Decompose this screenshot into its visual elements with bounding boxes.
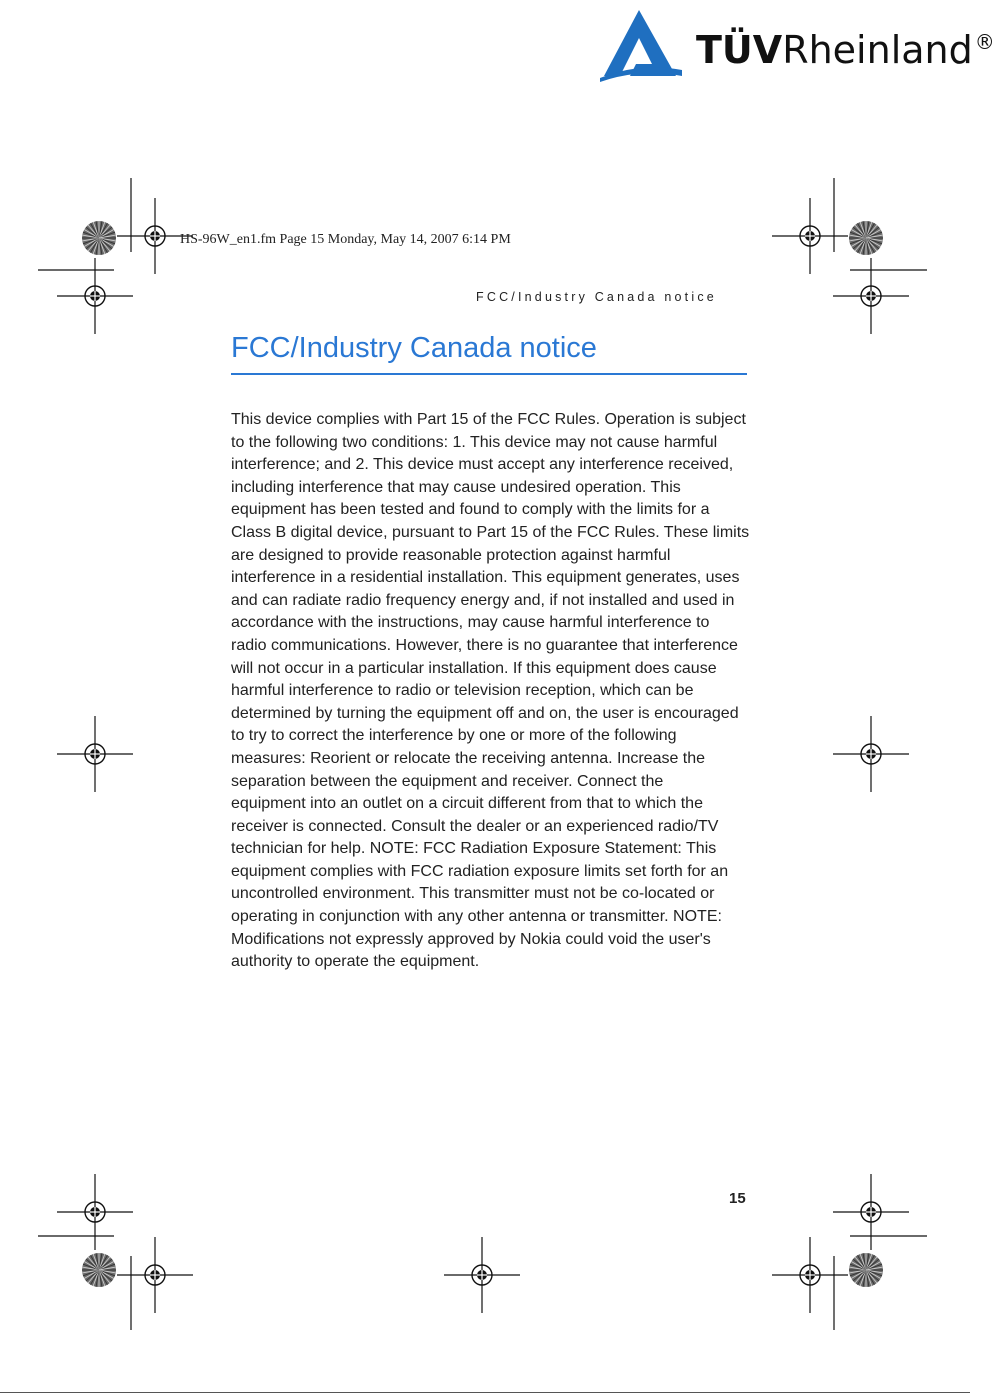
body-line: including interference that may cause undesired operation. This <box>231 478 681 496</box>
body-line: equipment has been tested and found to comply with the limits for a <box>231 501 710 519</box>
body-line: authority to operate the equipment. <box>231 953 480 971</box>
body-line: receiver is connected. Consult the dealer or an experienced radio/TV <box>231 817 719 835</box>
body-line: This device complies with Part 15 of the FCC Rules. Operation is subject <box>231 411 746 428</box>
body-line: interference; and 2. This device must accept any interference received, <box>231 456 734 474</box>
body-line: equipment into an outlet on a circuit different from that to which the <box>231 795 703 813</box>
slug-line: HS-96W_en1.fm Page 15 Monday, May 14, 2007 6:14 PM <box>180 232 511 247</box>
body-line: equipment complies with FCC radiation exposure limits set forth for an <box>231 862 729 880</box>
body-line: to the following two conditions: 1. This device may not cause harmful <box>231 433 718 451</box>
body-line: Modifications not expressly approved by Nokia could void the user's <box>231 930 711 948</box>
body-line: accordance with the instructions, may cause harmful interference to <box>231 614 710 632</box>
body-line: determined by turning the equipment off and on, the user is encouraged <box>231 704 739 722</box>
body-line: Class B digital device, pursuant to Part 15 of the FCC Rules. These limits <box>231 523 750 541</box>
body-line: uncontrolled environment. This transmitter must not be co-located or <box>231 885 715 903</box>
logo-wordmark <box>696 28 995 72</box>
body-line: to try to correct the interference by one or more of the following <box>231 727 677 745</box>
body-line: interference in a residential installation. This equipment generates, uses <box>231 569 740 587</box>
logo-brand-bold: TÜV <box>696 28 783 72</box>
body-line: and can radiate radio frequency energy and, if not installed and used in <box>231 591 735 609</box>
logo-brand-rest: Rheinland <box>782 28 973 72</box>
star-target <box>82 1253 116 1287</box>
tuv-rheinland-logo <box>596 6 1000 86</box>
title-underline <box>231 373 747 375</box>
star-target <box>849 1253 883 1287</box>
star-target <box>849 221 883 255</box>
body-line: operating in conjunction with any other antenna or transmitter. NOTE: <box>231 908 722 926</box>
bottom-rule <box>0 1392 970 1393</box>
page-number: 15 <box>729 1190 746 1207</box>
registered-mark: ® <box>974 30 995 55</box>
body-line: will not occur in a particular installation. If this equipment does cause <box>231 659 717 677</box>
body-line: measures: Reorient or relocate the receiving antenna. Increase the <box>231 749 706 767</box>
section-title: FCC/Industry Canada notice <box>231 332 597 364</box>
body-line: radio communications. However, there is no guarantee that interference <box>231 636 738 654</box>
star-target <box>82 221 116 255</box>
body-paragraph <box>231 409 749 974</box>
body-line: are designed to provide reasonable protection against harmful <box>231 546 671 564</box>
body-line: harmful interference to radio or television reception, which can be <box>231 682 694 700</box>
triangle-logo-icon <box>596 6 686 82</box>
body-line: technician for help. NOTE: FCC Radiation Exposure Statement: This <box>231 840 717 858</box>
body-line: separation between the equipment and receiver. Connect the <box>231 772 664 790</box>
running-head: FCC/Industry Canada notice <box>476 290 717 304</box>
